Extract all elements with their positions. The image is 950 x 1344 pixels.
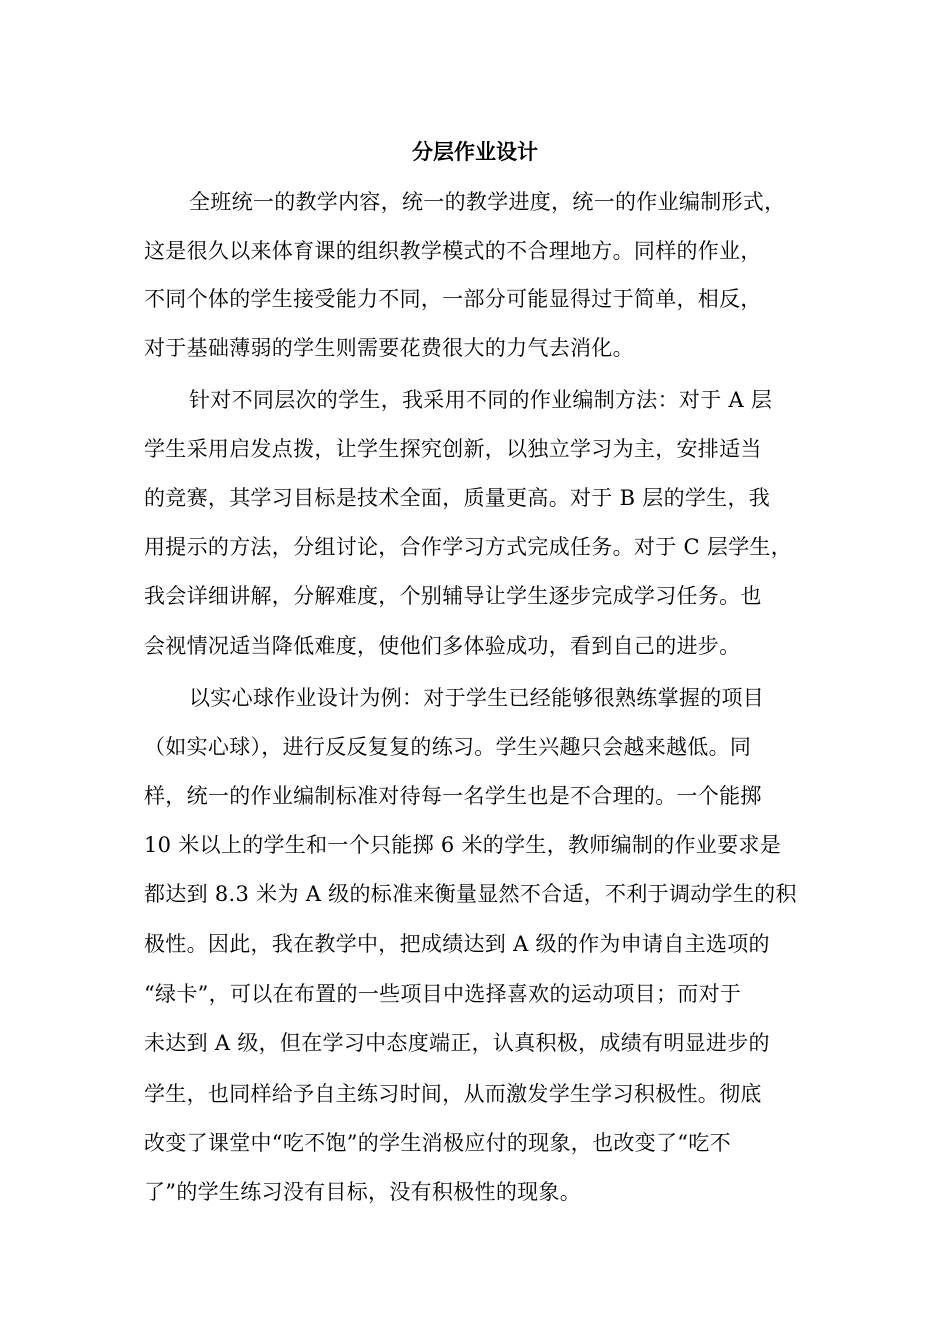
document-title: 分层作业设计 (412, 139, 538, 164)
paragraph-3-line-3: 样，统一的作业编制标准对待每一名学生也是不合理的。一个能掷 (144, 784, 762, 808)
paragraph-3-line-9: 学生，也同样给予自主练习时间，从而激发学生学习积极性。彻底 (144, 1082, 762, 1106)
paragraph-3-line-6: 极性。因此，我在教学中，把成绩达到 A 级的作为申请自主选项的 (144, 932, 770, 956)
paragraph-3-line-11: 了”的学生练习没有目标，没有积极性的现象。 (144, 1180, 582, 1204)
paragraph-3-line-4: 10 米以上的学生和一个只能掷 6 米的学生，教师编制的作业要求是 (144, 833, 782, 857)
paragraph-3-line-8: 未达到 A 级，但在学习中态度端正，认真积极，成绩有明显进步的 (144, 1031, 770, 1055)
paragraph-2-line-2: 学生采用启发点拨，让学生探究创新，以独立学习为主，安排适当 (144, 437, 762, 461)
paragraph-3-line-7: “绿卡”，可以在布置的一些项目中选择喜欢的运动项目；而对于 (144, 982, 742, 1006)
paragraph-2-line-6: 会视情况适当降低难度，使他们多体验成功，看到自己的进步。 (144, 634, 741, 658)
paragraph-2-line-4: 用提示的方法，分组讨论，合作学习方式完成任务。对于 C 层学生， (144, 535, 793, 559)
paragraph-2-line-1: 针对不同层次的学生，我采用不同的作业编制方法：对于 A 层 (189, 388, 773, 412)
paragraph-3-line-2: （如实心球），进行反反复复的练习。学生兴趣只会越来越低。同 (144, 735, 752, 759)
paragraph-2-line-3: 的竞赛，其学习目标是技术全面，质量更高。对于 B 层的学生，我 (144, 486, 771, 510)
paragraph-2-line-5: 我会详细讲解，分解难度，个别辅导让学生逐步完成学习任务。也 (144, 584, 762, 608)
paragraph-1-line-1: 全班统一的教学内容，统一的教学进度，统一的作业编制形式， (189, 190, 786, 214)
paragraph-1-line-2: 这是很久以来体育课的组织教学模式的不合理地方。同样的作业， (144, 239, 762, 263)
paragraph-3-line-5: 都达到 8.3 米为 A 级的标准来衡量显然不合适，不利于调动学生的积 (144, 882, 797, 906)
paragraph-1-line-4: 对于基础薄弱的学生则需要花费很大的力气去消化。 (144, 336, 634, 360)
paragraph-3-line-1: 以实心球作业设计为例：对于学生已经能够很熟练掌握的项目 (189, 686, 765, 710)
paragraph-3-line-10: 改变了课堂中“吃不饱”的学生消极应付的现象，也改变了“吃不 (144, 1131, 731, 1155)
paragraph-1-line-3: 不同个体的学生接受能力不同，一部分可能显得过于简单，相反， (144, 287, 762, 311)
